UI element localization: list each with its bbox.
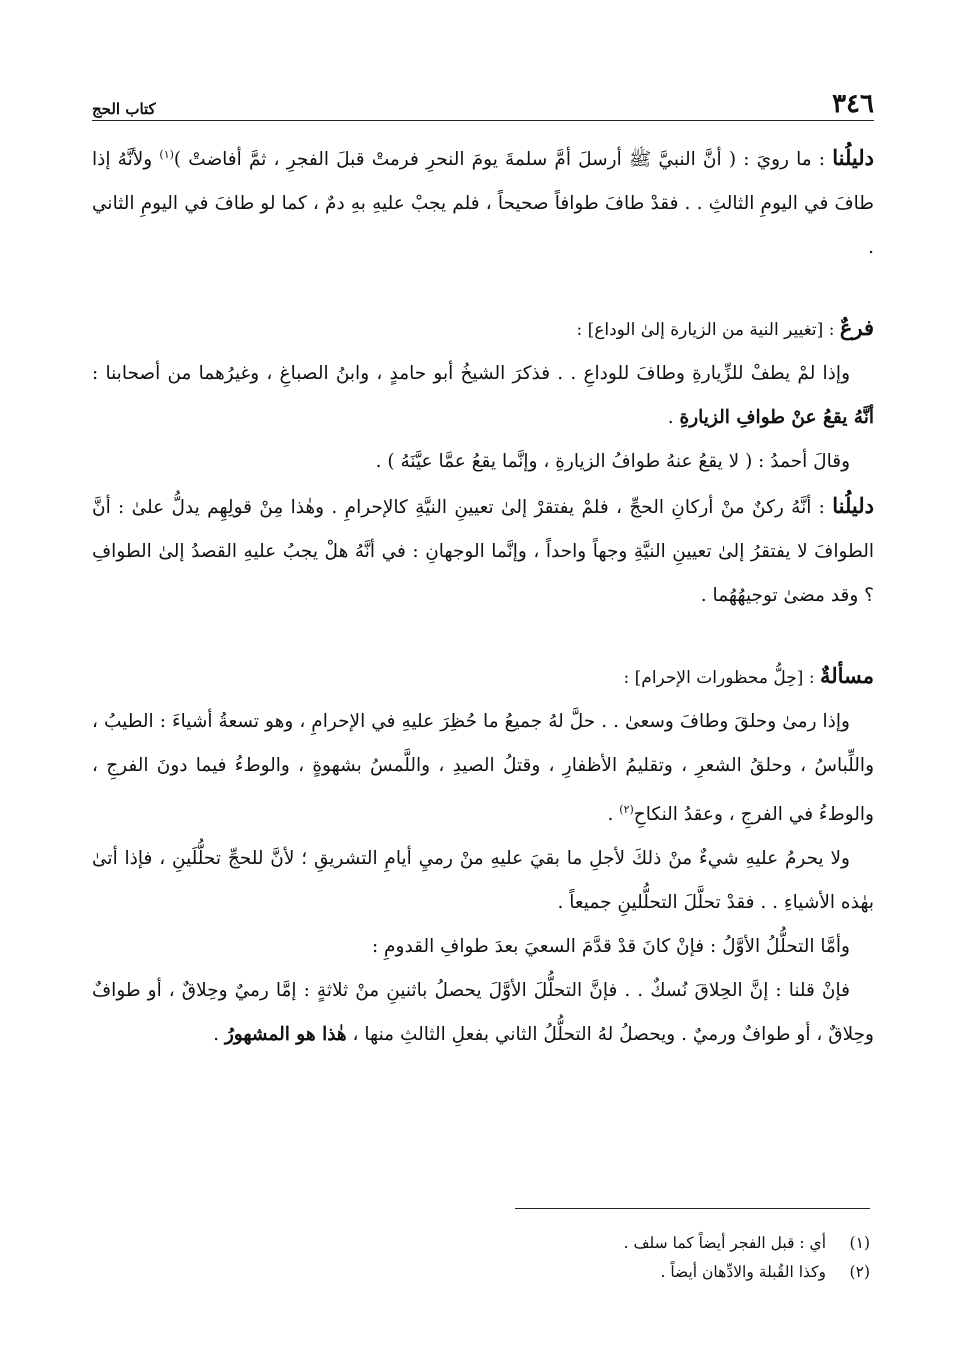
section-title: : [حِلُّ محظورات الإحرام] : (623, 668, 820, 689)
paragraph-two-releases: ولا يحرمُ عليهِ شيءٌ منْ ذلكَ لأجلِ ما بقيَ عليهِ منْ رميِ أيامِ التشريقِ ؛ لأنَّ للحجِّ تحلُّلَينِ ، فإذا أتىٰ بهٰذه الأشياءِ . . فقدْ تحلَّلَ التحلُّلينِ جميعاً . (92, 848, 874, 914)
paragraph-text: وإذا لمْ يطفْ للزِّيارةِ وطافَ للوداعِ . . فذكرَ الشيخُ أبو حامدٍ ، وابنُ الصباغِ ، وغيرُهما من أصحابنا : (92, 363, 850, 385)
paragraph-text: : أنَّهُ ركنٌ منْ أركانِ الحجِّ ، فلمْ يفتقرْ إلىٰ تعيينِ النيَّةِ كالإحرامِ . وهٰذا مِنْ قولِهِم يدلُّ علىٰ : أنَّ الطوافَ لا يفتقرُ إلىٰ تعيينِ النيَّةِ وجهاً واحداً ، وإنَّما الوجهانِ : في أنَّهُ هلْ يجبُ عليهِ القصدُ إلىٰ الطوافِ ؟ وقد مضىٰ توجيهُهُما . (92, 497, 874, 607)
emphasis-text: هٰذا هو المشهورُ (224, 1024, 347, 1046)
footnote-text: وكذا القُبلة والادِّهان أيضاً . (660, 1263, 826, 1281)
page-body (92, 133, 874, 1057)
paragraph-lead: دليلُنا (832, 145, 874, 171)
footnote-text: أي : قبل الفجر أيضاً كما سلف . (623, 1234, 826, 1252)
footnote-2 (88, 1258, 870, 1287)
paragraph-ahmad: وقالَ أحمدُ : ( لا يقعُ عنهُ طوافُ الزيارةِ ، وإنَّما يقعُ عمَّا عيَّنَهُ ) . (375, 451, 850, 473)
paragraph-evidence-2 (92, 484, 874, 618)
section-heading-far (92, 306, 874, 352)
section-lead: فرعٌ (839, 315, 874, 341)
footnote-number: (٢) (849, 1263, 870, 1281)
paragraph-shaving: فإنْ قلنا : إنَّ الحِلاقَ نُسكٌ . . فإنَّ التحلُّلَ الأوَّلَ يحصلُ باثنينِ منْ ثلاثةٍ : إمَّا رميٌ وحِلاقٌ ، أو طوافٌ وحِلاقٌ ، أو طوافٌ ورميٌ . ويحصلُ لهُ التحلُّلُ الثاني بفعلِ الثالثِ منها ، هٰذا هو المشهورُ . (92, 980, 874, 1046)
footnote-divider (515, 1208, 870, 1209)
footnote-number: (١) (849, 1234, 870, 1252)
paragraph-ziyara: وإذا لمْ يطفْ للزِّيارةِ وطافَ للوداعِ . . فذكرَ الشيخُ أبو حامدٍ ، وابنُ الصباغِ ، وغيرُهما من أصحابنا : أنَّهُ يقعُ عنْ طوافِ الزيارةِ . (92, 363, 874, 429)
footnote-ref-1: (١) (159, 148, 174, 161)
footnote-ref-2: (٢) (619, 803, 634, 817)
section-lead: مسألةٌ (819, 663, 874, 689)
paragraph-text: فإنْ قلنا : إنَّ الحِلاقَ نُسكٌ . . فإنَّ التحلُّلَ الأوَّلَ يحصلُ باثنينِ منْ ثلاثةٍ : إمَّا رميٌ وحِلاقٌ ، أو طوافٌ وحِلاقٌ ، أو طوافٌ ورميٌ . ويحصلُ لهُ التحلُّلُ الثاني بفعلِ الثالثِ منها ، (92, 980, 874, 1046)
paragraph-lead: دليلُنا (832, 493, 874, 519)
paragraph-prohibitions: وإذا رمىٰ وحلقَ وطافَ وسعىٰ . . حلَّ لهُ جميعُ ما حُظِرَ عليهِ في الإحرامِ ، وهو تسعةُ أشياءَ : الطيبُ ، واللِّباسُ ، وحلقُ الشعرِ ، وتقليمُ الأظفارِ ، وقتلُ الصيدِ ، واللَّمسُ بشهوةٍ ، والوطءُ فيما دونَ الفرجِ ، والوطءُ في الفرجِ ، وعقدُ النكاحِ$^{(٢)}$ . (92, 711, 874, 826)
paragraph-evidence-1 (92, 133, 874, 270)
emphasis-text: أنَّهُ يقعُ عنْ طوافِ الزيارةِ (679, 407, 874, 429)
footnotes (88, 1208, 870, 1287)
footnote-1 (88, 1229, 870, 1258)
paragraph-text: : ما رويَ : ( أنَّ النبيَّ ﷺ أرسلَ أمَّ سلمةَ يومَ النحرِ فرمتْ قبلَ الفجرِ ، ثمَّ أفاضتْ ) (173, 149, 833, 171)
paragraph-text: ولأنَّهُ إذا طافَ في اليومِ الثالثِ . . فقدْ طافَ طوافاً صحيحاً ، فلم يجبْ عليهِ بهِ دمٌ ، كما لو طافَ في اليومِ الثاني . (92, 149, 874, 259)
section-heading-masala (92, 654, 874, 700)
book-page (92, 84, 874, 1057)
paragraph-first-release: وأمَّا التحلُّلُ الأوَّلُ : فإنْ كانَ قدْ قدَّمَ السعيَ بعدَ طوافِ القدومِ : (371, 936, 850, 958)
paragraph-text: وإذا رمىٰ وحلقَ وطافَ وسعىٰ . . حلَّ لهُ جميعُ ما حُظِرَ عليهِ في الإحرامِ ، وهو تسعةُ أشياءَ : الطيبُ ، واللِّباسُ ، وحلقُ الشعرِ ، وتقليمُ الأظفارِ ، وقتلُ الصيدِ ، واللَّمسُ بشهوةٍ ، والوطءُ فيما دونَ الفرجِ ، والوطءُ في الفرجِ ، وعقدُ النكاحِ (92, 711, 874, 826)
section-title: : [تغيير النية من الزيارة إلىٰ الوداع] : (576, 320, 840, 341)
page-number: ٣٤٦ (832, 89, 874, 119)
running-head: كتاب الحج (92, 100, 156, 118)
page-header (92, 84, 874, 121)
